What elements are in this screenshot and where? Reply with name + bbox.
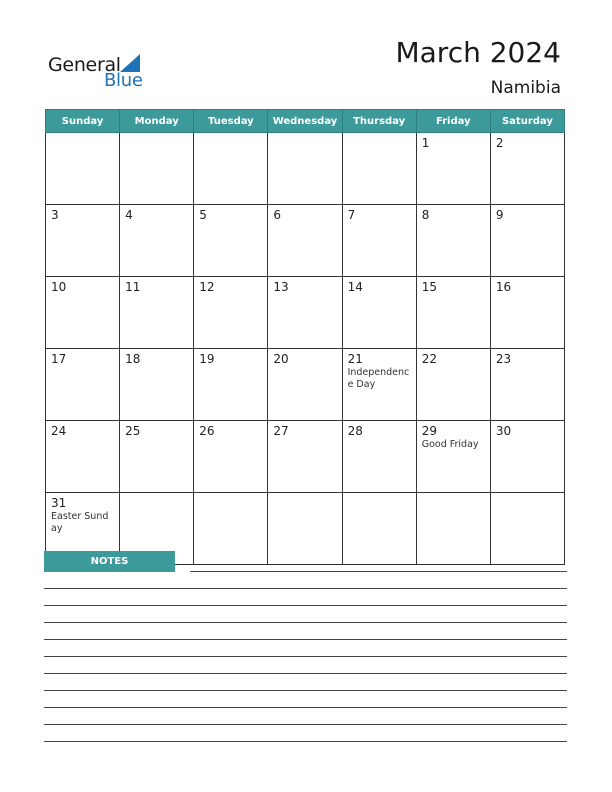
calendar-day-cell <box>194 349 268 421</box>
day-number: 8 <box>421 208 430 222</box>
calendar-week-row <box>46 277 565 349</box>
day-number: 7 <box>347 208 356 222</box>
day-number: 3 <box>51 208 59 222</box>
notes-label: NOTES <box>44 551 175 572</box>
calendar-day-cell <box>268 133 342 205</box>
day-number: 22 <box>421 352 437 366</box>
country-name: Namibia <box>490 78 561 98</box>
calendar-day-cell <box>120 277 194 349</box>
day-number: 6 <box>273 208 282 222</box>
calendar-day-cell <box>490 421 564 493</box>
holiday-label: Independence Day <box>347 367 410 390</box>
day-number: 14 <box>347 280 363 294</box>
calendar-day-cell <box>416 493 490 565</box>
notes-line <box>44 622 567 623</box>
day-number: 29 <box>421 424 437 438</box>
notes-line <box>44 707 567 708</box>
calendar-day-cell <box>416 133 490 205</box>
day-number: 15 <box>421 280 437 294</box>
calendar-day-cell <box>120 349 194 421</box>
weekday-sunday: Sunday <box>46 110 120 133</box>
calendar-day-cell <box>194 421 268 493</box>
calendar-day-cell <box>268 493 342 565</box>
calendar-day-cell <box>416 205 490 277</box>
calendar-day-cell <box>490 493 564 565</box>
day-number: 26 <box>199 424 215 438</box>
calendar-day-cell <box>46 133 120 205</box>
calendar-day-cell <box>194 493 268 565</box>
day-number: 21 <box>347 352 363 366</box>
calendar-week-row <box>46 133 565 205</box>
weekday-wednesday: Wednesday <box>268 110 342 133</box>
calendar-day-cell <box>120 421 194 493</box>
calendar-day-cell <box>268 349 342 421</box>
generalblue-logo <box>48 50 158 94</box>
calendar-day-cell <box>194 205 268 277</box>
calendar-week-row <box>46 421 565 493</box>
day-number: 19 <box>199 352 215 366</box>
day-number: 4 <box>125 208 133 222</box>
calendar-day-cell <box>120 133 194 205</box>
logo-word-general: General <box>48 54 121 76</box>
calendar-day-cell <box>268 205 342 277</box>
day-number: 23 <box>495 352 512 366</box>
notes-line <box>44 741 567 742</box>
notes-line <box>44 690 567 691</box>
holiday-label: Good Friday <box>421 439 479 450</box>
calendar-day-cell <box>342 277 416 349</box>
day-number: 28 <box>347 424 363 438</box>
day-number: 20 <box>273 352 289 366</box>
weekday-friday: Friday <box>416 110 490 133</box>
calendar-day-cell <box>490 133 564 205</box>
day-number: 2 <box>495 136 504 150</box>
day-number: 12 <box>199 280 215 294</box>
weekday-thursday: Thursday <box>342 110 416 133</box>
day-number: 18 <box>125 352 141 366</box>
day-number: 24 <box>51 424 67 438</box>
notes-line <box>44 656 567 657</box>
calendar-day-cell <box>342 133 416 205</box>
day-number: 27 <box>273 424 289 438</box>
weekday-monday: Monday <box>120 110 194 133</box>
notes-line <box>44 724 567 725</box>
day-number: 11 <box>125 280 141 294</box>
calendar-day-cell <box>416 349 490 421</box>
holiday-label: Easter Sunday <box>51 511 109 534</box>
calendar-day-cell <box>46 205 120 277</box>
calendar-day-cell <box>342 349 416 421</box>
day-number: 9 <box>495 208 504 222</box>
calendar-day-cell <box>194 277 268 349</box>
calendar-day-cell <box>342 493 416 565</box>
weekday-saturday: Saturday <box>490 110 564 133</box>
day-number: 10 <box>51 280 67 294</box>
calendar-day-cell <box>342 205 416 277</box>
calendar-day-cell <box>342 421 416 493</box>
day-number: 31 <box>51 496 67 510</box>
notes-line <box>190 571 567 572</box>
calendar-day-cell <box>46 277 120 349</box>
day-number: 1 <box>421 136 430 150</box>
calendar-day-cell <box>416 277 490 349</box>
calendar-day-cell <box>490 277 564 349</box>
day-number: 25 <box>125 424 141 438</box>
logo-word-blue: Blue <box>104 70 143 91</box>
calendar-week-row <box>46 205 565 277</box>
notes-line <box>44 588 567 589</box>
page-title: March 2024 <box>395 36 561 69</box>
day-number: 16 <box>495 280 512 294</box>
calendar-day-cell <box>416 421 490 493</box>
calendar-day-cell <box>268 277 342 349</box>
calendar-day-cell <box>120 205 194 277</box>
calendar-day-cell <box>490 205 564 277</box>
calendar-day-cell <box>46 421 120 493</box>
notes-line <box>44 639 567 640</box>
day-number: 13 <box>273 280 289 294</box>
day-number: 17 <box>51 352 67 366</box>
calendar-day-cell <box>268 421 342 493</box>
notes-line <box>44 673 567 674</box>
calendar-day-cell <box>194 133 268 205</box>
weekday-header-row <box>46 110 565 133</box>
calendar-week-row <box>46 349 565 421</box>
calendar-grid <box>45 109 565 565</box>
calendar-day-cell <box>46 349 120 421</box>
day-number: 30 <box>495 424 512 438</box>
calendar-day-cell <box>490 349 564 421</box>
weekday-tuesday: Tuesday <box>194 110 268 133</box>
notes-line <box>44 605 567 606</box>
day-number: 5 <box>199 208 207 222</box>
